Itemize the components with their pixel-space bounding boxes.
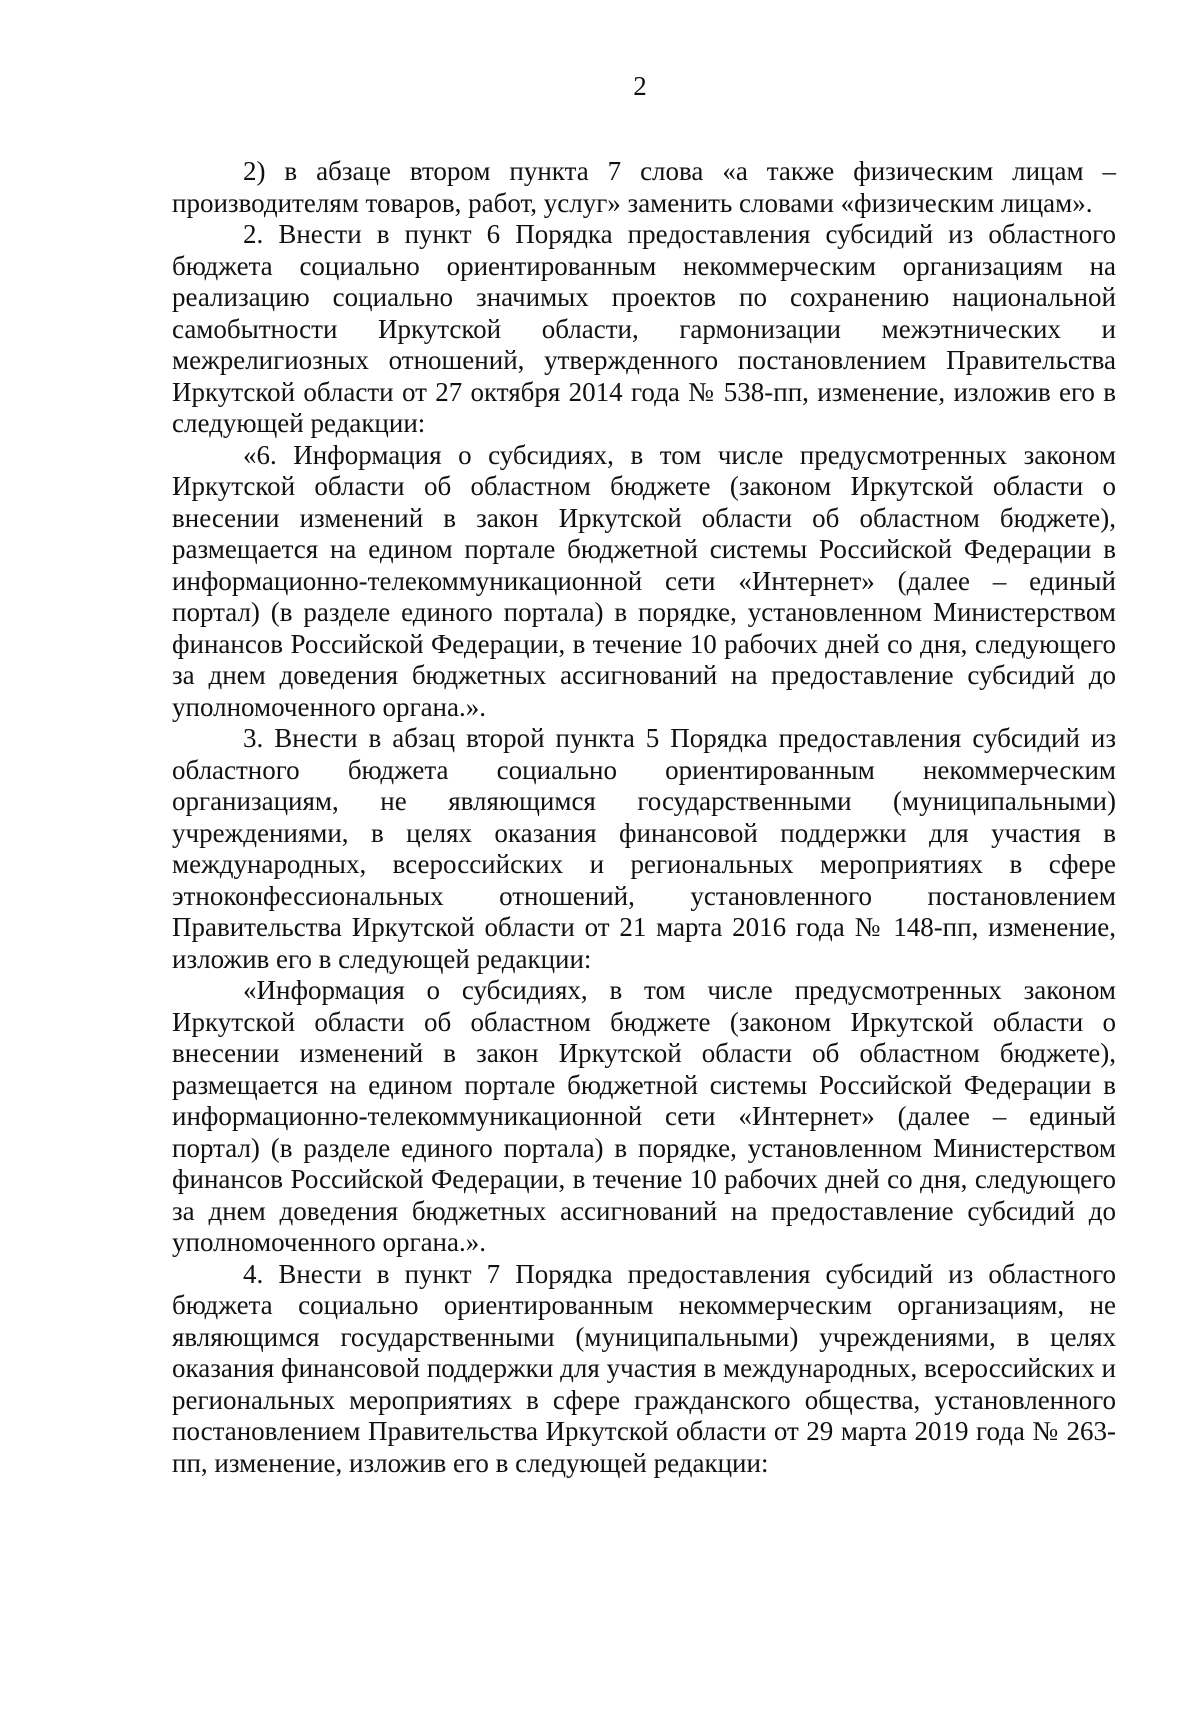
paragraph-point-3-new-text: «Информация о субсидиях, в том числе предусмотренных законом Иркутской области об областном бюджете (законом Иркутской области о внесении изменений в закон Иркутской области об областном бюджете), размещается на едином портале бюджетной системы Российской Федерации в информационно-телекоммуникационной сети «Интернет» (далее – единый портал) (в разделе единого портала) в порядке, установленном Министерством финансов Российской Федерации, в течение 10 рабочих дней со дня, следующего за днем доведения бюджетных ассигнований на предоставление субсидий до уполномоченного органа.».: [172, 975, 1116, 1257]
document-body: [172, 156, 1116, 1479]
paragraph-point-2: 2. Внести в пункт 6 Порядка предоставления субсидий из областного бюджета социально ориентированным некоммерческим организациям на реализацию социально значимых проектов по сохранению национальной самобытности Иркутской области, гармонизации межэтнических и межрелигиозных отношений, утвержденного постановлением Правительства Иркутской области от 27 октября 2014 года № 538-пп, изменение, изложив его в следующей редакции:: [172, 219, 1116, 438]
paragraph-point-6-new-text: «6. Информация о субсидиях, в том числе предусмотренных законом Иркутской области об областном бюджете (законом Иркутской области о внесении изменений в закон Иркутской области об областном бюджете), размещается на едином портале бюджетной системы Российской Федерации в информационно-телекоммуникационной сети «Интернет» (далее – единый портал) (в разделе единого портала) в порядке, установленном Министерством финансов Российской Федерации, в течение 10 рабочих дней со дня, следующего за днем доведения бюджетных ассигнований на предоставление субсидий до уполномоченного органа.».: [172, 439, 1116, 722]
paragraph-point-3: 3. Внести в абзац второй пункта 5 Порядка предоставления субсидий из областного бюджета социально ориентированным некоммерческим организациям, не являющимся государственными (муниципальными) учреждениями, в целях оказания финансовой поддержки для участия в международных, всероссийских и региональных мероприятиях в сфере этноконфессиональных отношений, установленного постановлением Правительства Иркутской области от 21 марта 2016 года № 148-пп, изменение, изложив его в следующей редакции:: [172, 723, 1116, 974]
page-number: 2: [633, 71, 647, 101]
paragraph-item-2-amendment: 2) в абзаце втором пункта 7 слова «а также физическим лицам – производителям товаров, работ, услуг» заменить словами «физическим лицам».: [172, 156, 1116, 218]
paragraph-point-4: 4. Внести в пункт 7 Порядка предоставления субсидий из областного бюджета социально ориентированным некоммерческим организациям, не являющимся государственными (муниципальными) учреждениями, в целях оказания финансовой поддержки для участия в международных, всероссийских и региональных мероприятиях в сфере гражданского общества, установленного постановлением Правительства Иркутской области от 29 марта 2019 года № 263-пп, изменение, изложив его в следующей редакции:: [172, 1258, 1116, 1478]
